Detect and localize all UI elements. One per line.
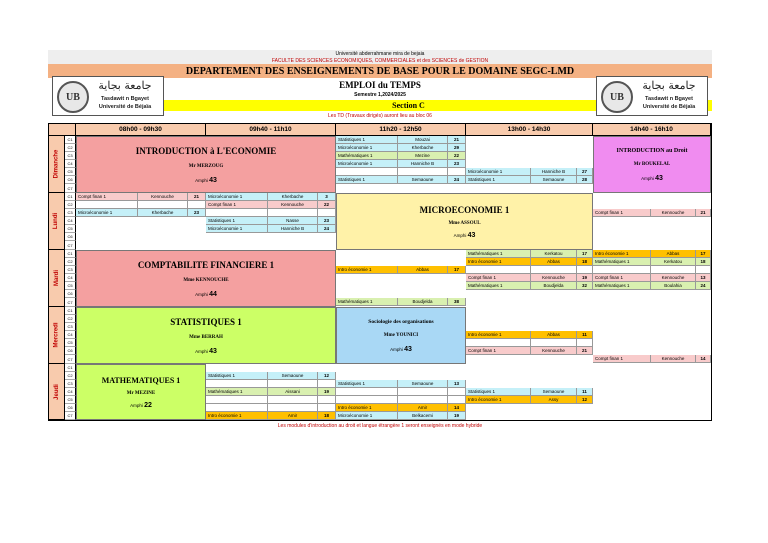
classroom-label: C5 xyxy=(65,168,76,176)
td-row xyxy=(336,396,466,404)
timetable xyxy=(48,123,712,421)
td-row: Intro économie 1 Amir 14 xyxy=(336,404,466,412)
td-row: Mathématiques 1 Kerkatou 18 xyxy=(593,258,711,266)
classroom-label: C5 xyxy=(65,339,76,347)
classroom-label: C1 xyxy=(65,193,76,201)
logo-line2: Université de Béjaïa xyxy=(642,104,696,110)
classroom-label: C4 xyxy=(65,331,76,339)
course-title: Sociologie des organisations xyxy=(368,318,434,325)
course-title: STATISTIQUES 1 xyxy=(170,316,242,327)
footer-note: Les modules d'introduction au droit et langue étrangère 1 seront enseignés en mode hybride xyxy=(277,423,483,429)
section-label: Section C xyxy=(105,100,712,111)
seal-icon: UB xyxy=(601,81,633,113)
course-amphi: Amphi 43 xyxy=(453,231,476,239)
td-group-mar-11b xyxy=(336,298,466,306)
td-row: Mathématiques 1 Boulahia 24 xyxy=(593,282,711,290)
university-name: Université abderrahmane mira de bejaia xyxy=(48,50,712,57)
course-block-stats xyxy=(76,307,336,364)
course-title: INTRODUCTION au Droit xyxy=(616,147,688,154)
td-note: Les TD (Travaux dirigés) auront lieu au bloc 06 xyxy=(328,113,432,119)
td-group-mar-14 xyxy=(593,250,711,290)
td-row: Intro économie 1 Assy 12 xyxy=(466,396,593,404)
classroom-label: C1 xyxy=(65,136,76,144)
td-row: Microéconomie 1 Kherbache 23 xyxy=(76,209,206,217)
course-professor: Mme BERRAH xyxy=(189,334,223,340)
td-row: Intro économie 1 Abbas 11 xyxy=(466,331,593,339)
course-professor: Mr MEZINE xyxy=(126,390,156,396)
time-slot-header: 09h40 - 11h10 xyxy=(206,124,336,136)
td-row xyxy=(206,380,336,388)
td-group-lun-09 xyxy=(206,193,336,233)
classroom-label: C6 xyxy=(65,233,76,241)
classroom-label: C4 xyxy=(65,217,76,225)
td-group-lun-08 xyxy=(76,193,206,217)
td-row: Statistiques 1 Semaoune 24 xyxy=(336,176,466,184)
td-row: Mathématiques 1 Boudjelda 32 xyxy=(466,282,593,290)
td-row: Compt finan 1 Kennouche 13 xyxy=(593,274,711,282)
course-amphi: Amphi 43 xyxy=(195,347,217,355)
classroom-label: C7 xyxy=(65,241,76,250)
td-row: Compt finan 1 Kennouche 21 xyxy=(466,347,593,355)
td-row xyxy=(466,339,593,347)
td-row: Microéconomie 1 Hanniche B 23 xyxy=(336,160,466,168)
td-group-mer-14 xyxy=(593,355,711,363)
td-row xyxy=(336,388,466,396)
day-label-mardi: Mardi xyxy=(49,250,65,307)
td-group-jeu-11 xyxy=(336,380,466,420)
td-row xyxy=(76,201,206,209)
semester-label: Semestre 1,2024/2025 xyxy=(354,92,406,98)
day-label-jeudi: Jeudi xyxy=(49,364,65,420)
classroom-label: C3 xyxy=(65,152,76,160)
course-block-intro-eco xyxy=(76,136,336,193)
classroom-label: C4 xyxy=(65,388,76,396)
td-row: Compt finan 1 Kennouche 19 xyxy=(466,274,593,282)
td-row xyxy=(206,396,336,404)
td-row xyxy=(336,168,466,176)
td-row: Compt finan 1 Kennouche 21 xyxy=(76,193,206,201)
logo-arabic-text: جامعة بجاية xyxy=(98,79,152,92)
day-label-mercredi: Mercredi xyxy=(49,307,65,364)
faculty-name: FACULTE DES SCIENCES ECONOMIQUES, COMMERCIALES et des SCIENCES de GESTION xyxy=(48,57,712,64)
classroom-label: C7 xyxy=(65,298,76,307)
logo-arabic-text: جامعة بجاية xyxy=(642,79,696,92)
classroom-label: C4 xyxy=(65,160,76,168)
course-block-compta xyxy=(76,250,336,307)
td-row: Mathématiques 1 Aissani 19 xyxy=(206,388,336,396)
td-row: Intro économie 1 Abbas 17 xyxy=(336,266,466,274)
logo-line1: Tasdawit n Bgayet xyxy=(645,96,693,102)
time-slot-header: 13h00 - 14h30 xyxy=(466,124,593,136)
page-title: EMPLOI du TEMPS xyxy=(339,80,421,90)
td-row: Compt finan 1 Kennouche 22 xyxy=(206,201,336,209)
time-slot-header: 14h40 - 16h10 xyxy=(593,124,711,136)
td-row: Mathématiques 1 Boudjelda 38 xyxy=(336,298,466,306)
course-professor: Mr BOUKELAL xyxy=(633,161,671,167)
td-group-lun-14 xyxy=(593,209,711,217)
course-block-socio xyxy=(336,307,466,364)
classroom-label: C1 xyxy=(65,307,76,315)
td-row: Statistiques 1 Nasse 23 xyxy=(206,217,336,225)
classroom-label: C6 xyxy=(65,404,76,412)
classroom-label: C6 xyxy=(65,290,76,298)
td-row: Compt finan 1 Kennouche 21 xyxy=(593,209,711,217)
td-row: Mathématiques 1 Kerkatou 17 xyxy=(466,250,593,258)
td-group-jeu-09 xyxy=(206,372,336,420)
university-logo-left xyxy=(52,76,164,116)
td-row: Intro économie 1 Amir 18 xyxy=(206,412,336,420)
td-row: Statistiques 1 Semaoune 13 xyxy=(336,380,466,388)
td-row: Microéconomie 1 Belkacemi 19 xyxy=(336,412,466,420)
course-block-intro-droit xyxy=(593,136,711,193)
classroom-label: C6 xyxy=(65,176,76,184)
course-professor: Mme YOUNICI xyxy=(383,332,419,338)
logo-line1: Tasdawit n Bgayet xyxy=(101,96,149,102)
td-row: Statistiques 1 Semaoune 28 xyxy=(466,176,593,184)
td-row xyxy=(206,209,336,217)
day-label-dimanche: Dimanche xyxy=(49,136,65,193)
td-row: Statistiques 1 Semaoune 12 xyxy=(206,372,336,380)
td-group-mer-13 xyxy=(466,331,593,355)
seal-icon: UB xyxy=(57,81,89,113)
td-group-mar-11 xyxy=(336,266,466,274)
classroom-label: C5 xyxy=(65,225,76,233)
td-row: Intro économie 1 Abbas 18 xyxy=(466,258,593,266)
course-professor: Mme ASSOUL xyxy=(448,220,481,226)
classroom-label: C6 xyxy=(65,347,76,355)
logo-line2: Université de Béjaïa xyxy=(98,104,152,110)
td-row: Microéconomie 1 Hanniche B 24 xyxy=(206,225,336,233)
university-logo-right xyxy=(596,76,708,116)
classroom-label: C3 xyxy=(65,266,76,274)
td-group-mar-13 xyxy=(466,250,593,290)
classroom-label: C5 xyxy=(65,282,76,290)
td-group-jeu-13 xyxy=(466,388,593,404)
course-amphi: Amphi 43 xyxy=(195,176,217,184)
classroom-label: C7 xyxy=(65,184,76,193)
course-block-micro xyxy=(336,193,593,250)
time-slot-header: 11h20 - 12h50 xyxy=(336,124,466,136)
classroom-label: C5 xyxy=(65,396,76,404)
course-amphi: Amphi 43 xyxy=(390,345,412,353)
course-title: MATHEMATIQUES 1 xyxy=(101,375,181,385)
classroom-label: C7 xyxy=(65,355,76,364)
day-label-lundi: Lundi xyxy=(49,193,65,250)
td-row xyxy=(466,266,593,274)
course-title: INTRODUCTION à L'ECONOMIE xyxy=(135,145,277,156)
course-amphi: Amphi 44 xyxy=(195,290,217,298)
classroom-label: C2 xyxy=(65,201,76,209)
time-slot-header: 08h00 - 09h30 xyxy=(76,124,206,136)
td-row: Microéconomie 1 Kherbache 29 xyxy=(336,144,466,152)
course-amphi: Amphi 43 xyxy=(641,174,663,182)
course-title: COMPTABILITE FINANCIERE 1 xyxy=(137,259,275,270)
classroom-label: C3 xyxy=(65,380,76,388)
course-professor: Mme KENNOUCHE xyxy=(183,277,229,283)
classroom-label: C1 xyxy=(65,250,76,258)
classroom-label: C2 xyxy=(65,144,76,152)
td-row: Statistiques 1 Mouzai 21 xyxy=(336,136,466,144)
classroom-label: C4 xyxy=(65,274,76,282)
td-row xyxy=(593,266,711,274)
classroom-label: C2 xyxy=(65,258,76,266)
td-row: Compt finan 1 Kennouche 14 xyxy=(593,355,711,363)
corner-cell xyxy=(49,124,76,136)
classroom-label: C3 xyxy=(65,323,76,331)
td-row: Microéconomie 1 Kherbache 3 xyxy=(206,193,336,201)
course-amphi: Amphi 22 xyxy=(130,401,152,409)
td-row xyxy=(206,404,336,412)
td-row: Intro économie 1 Abbas 17 xyxy=(593,250,711,258)
td-group-dim-13 xyxy=(466,168,593,184)
classroom-label: C1 xyxy=(65,364,76,372)
td-row: Mathématiques 1 Mezine 22 xyxy=(336,152,466,160)
td-row: Microéconomie 1 Hanniche B 27 xyxy=(466,168,593,176)
course-block-maths xyxy=(76,364,206,420)
department-title: DEPARTEMENT DES ENSEIGNEMENTS DE BASE POUR LE DOMAINE SEGC-LMD xyxy=(48,64,712,78)
classroom-label: C3 xyxy=(65,209,76,217)
course-professor: Mr MERZOUG xyxy=(188,163,224,169)
classroom-label: C2 xyxy=(65,315,76,323)
td-row: Statistiques 1 Semaoune 11 xyxy=(466,388,593,396)
course-title: MICROECONOMIE 1 xyxy=(419,204,510,215)
classroom-label: C7 xyxy=(65,412,76,420)
td-group-dim-11 xyxy=(336,136,466,184)
classroom-label: C2 xyxy=(65,372,76,380)
